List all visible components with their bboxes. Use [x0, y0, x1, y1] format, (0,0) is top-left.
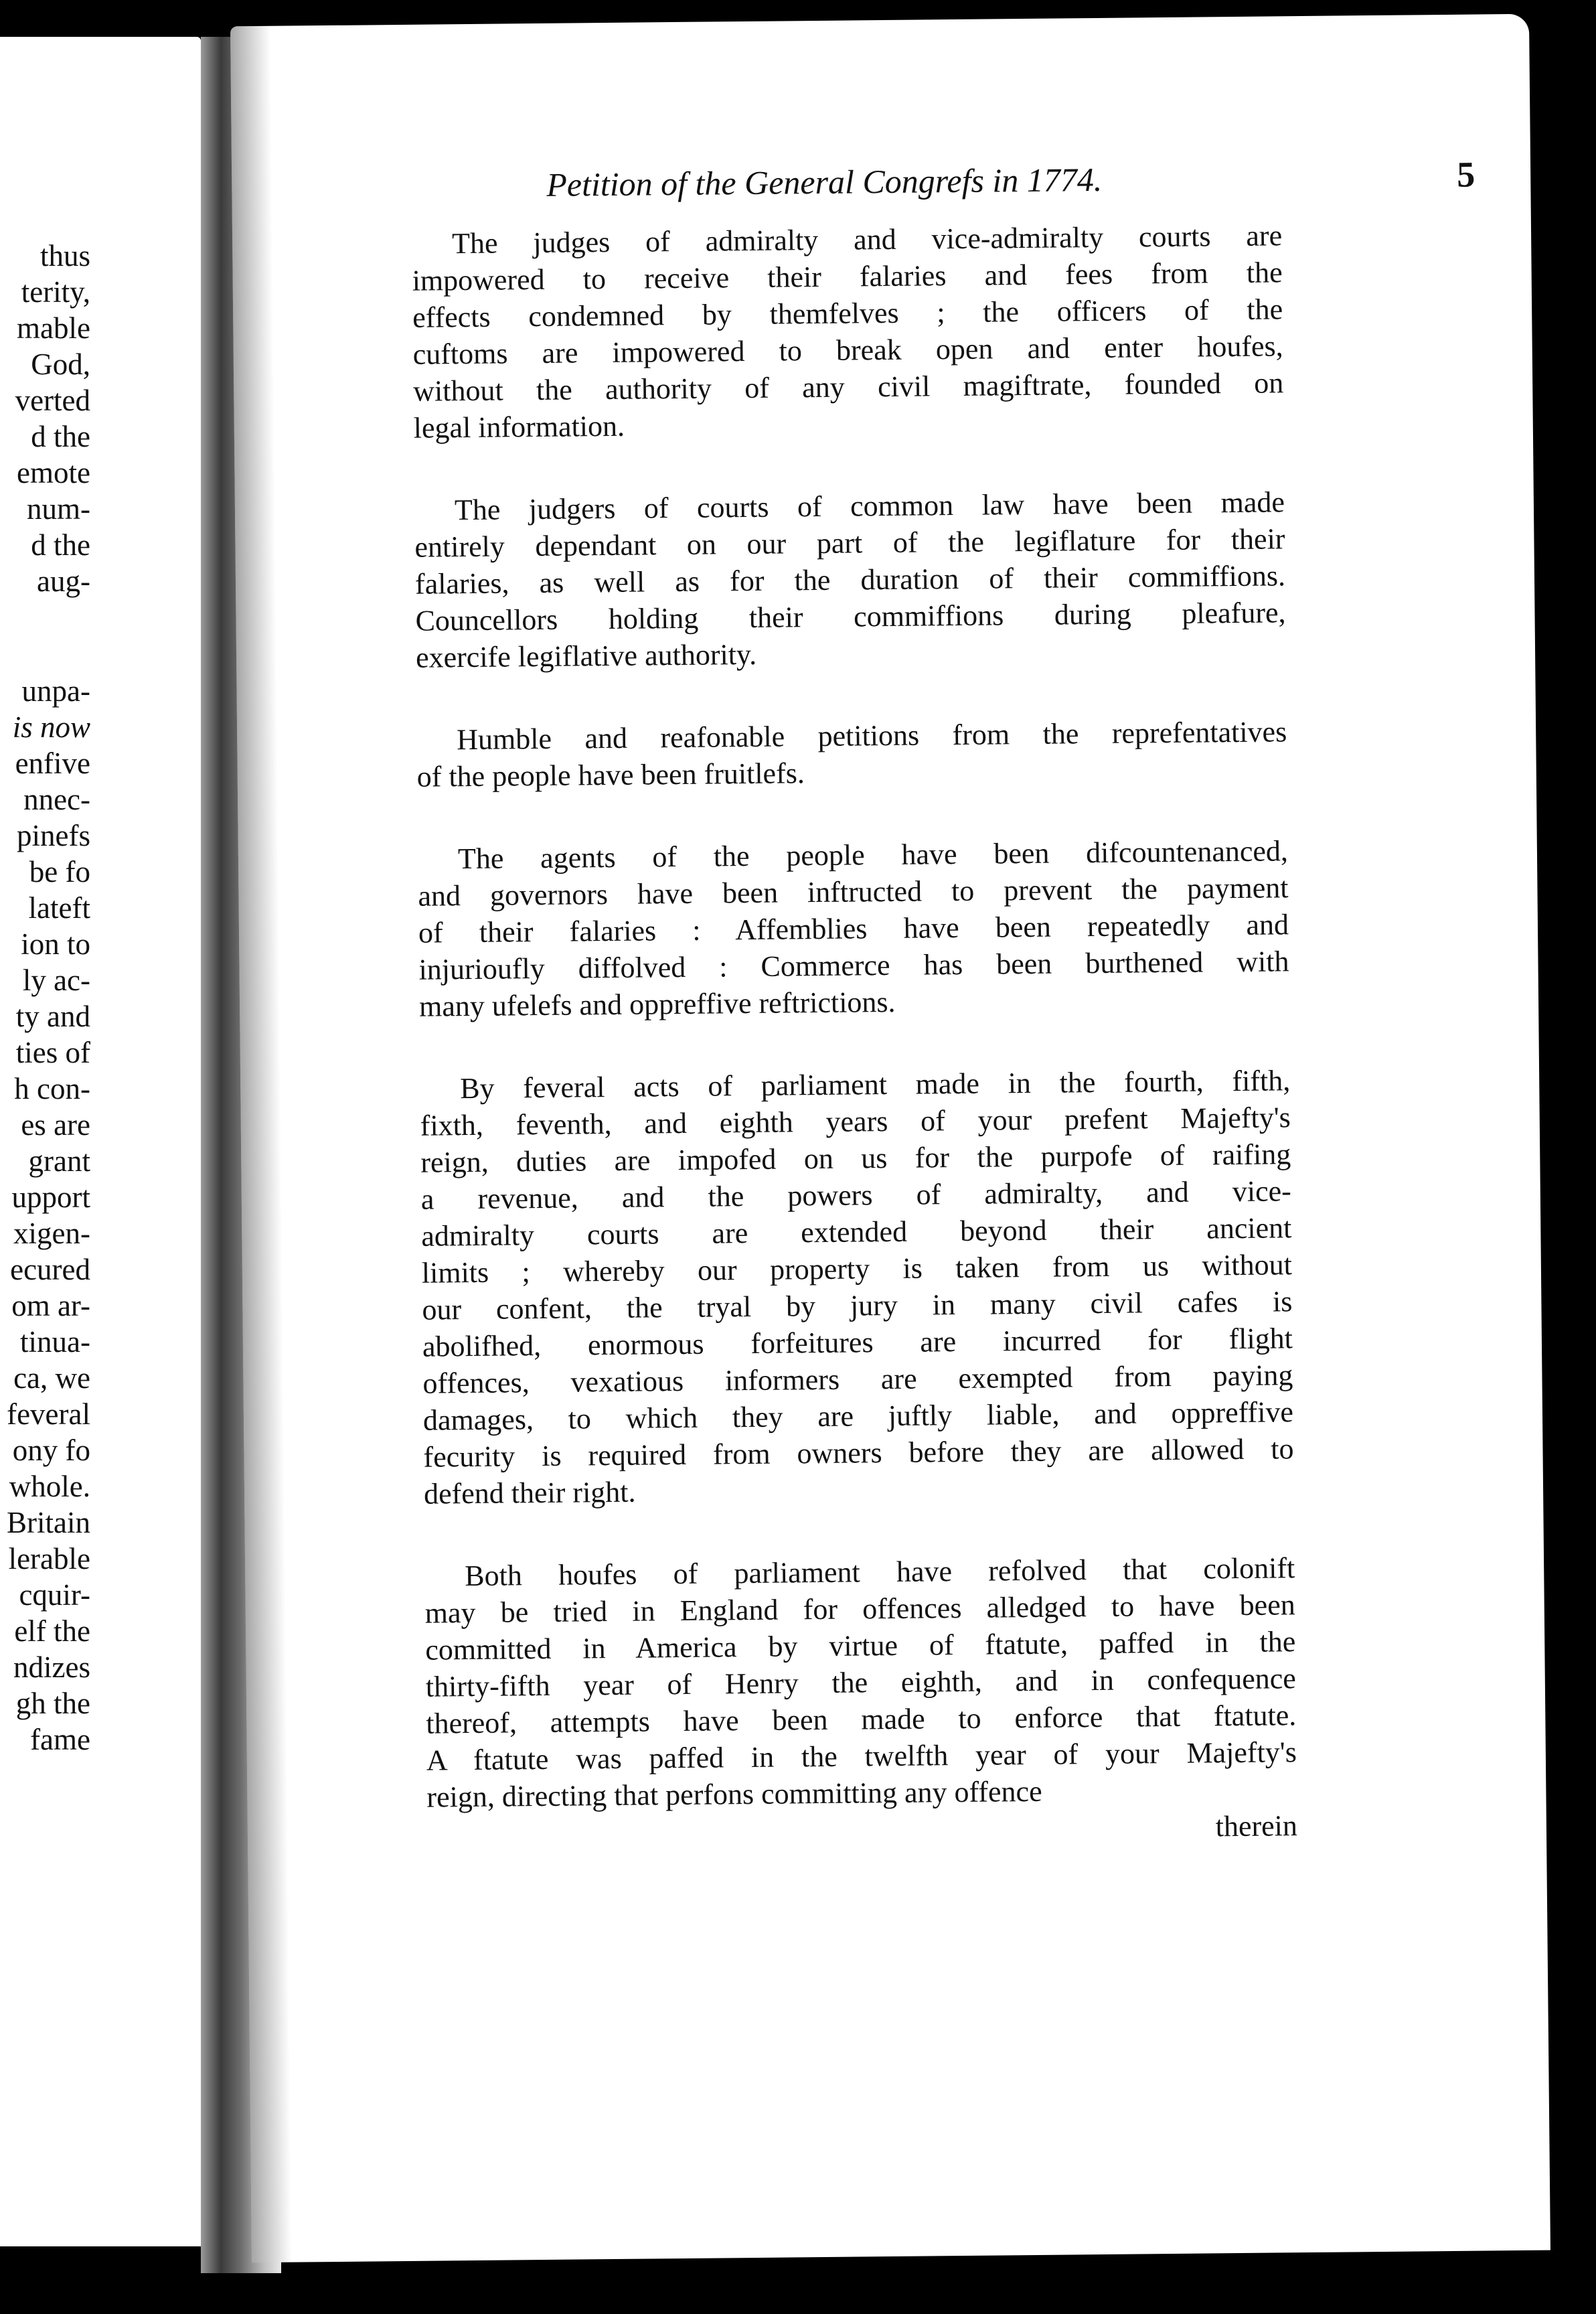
left-page-line: Britain — [7, 1506, 90, 1539]
left-page-line: h con- — [14, 1072, 90, 1105]
paragraph-gap — [416, 668, 1287, 721]
text-line: Councellors holding their commiffions during pleafure, — [415, 596, 1286, 637]
running-head — [546, 156, 1484, 212]
text-line: admiralty courts are extended beyond their ancient — [421, 1211, 1292, 1253]
left-page-line: upport — [11, 1180, 90, 1214]
text-line: of the people have been fruitlefs. — [416, 757, 805, 793]
text-line: The judges of admiralty and vice-admiralty courts are — [451, 219, 1283, 260]
left-page-line: fame — [30, 1723, 90, 1756]
text-line: exercife legiflative authority. — [415, 637, 757, 674]
left-page-line: God, — [31, 348, 90, 381]
paragraph — [414, 483, 1287, 676]
left-page-line: cquir- — [19, 1578, 90, 1612]
left-page-line: ndizes — [13, 1650, 90, 1684]
text-line: fecurity is required from owners before they are allowed to — [423, 1432, 1294, 1474]
text-line: abolifhed, enormous forfeitures are incurred for flight — [422, 1322, 1293, 1363]
text-line: The judgers of courts of common law have been made — [454, 485, 1285, 527]
text-line: without the authority of any civil magiftrate, founded on — [413, 366, 1284, 408]
paragraph-gap — [414, 438, 1285, 491]
body-text — [412, 217, 1297, 1852]
running-head-title: Petition of the General Congrefs in 1774. — [546, 160, 1103, 204]
left-page-line: tinua- — [20, 1325, 90, 1359]
text-line: entirely dependant on our part of the legiflature for their — [414, 522, 1285, 564]
paragraph — [416, 713, 1287, 795]
text-line: our confent, the tryal by jury in many civil cafes is — [422, 1285, 1293, 1326]
catchword: therein — [1215, 1809, 1298, 1843]
text-line: cuftoms are impowered to break open and enter houfes, — [412, 329, 1283, 371]
left-page-line: feveral — [7, 1397, 90, 1431]
paragraph-gap — [417, 787, 1288, 840]
text-line: A ftatute was paffed in the twelfth year of your Majefty's — [426, 1736, 1297, 1777]
text-line: The agents of the people have been difcountenanced, — [457, 834, 1289, 876]
text-line: defend their right. — [423, 1475, 636, 1511]
text-line: limits ; whereby our property is taken from us without — [421, 1248, 1293, 1290]
left-page-line: aug- — [37, 564, 90, 598]
paragraph — [418, 832, 1290, 1024]
paragraph — [424, 1549, 1297, 1815]
left-page-line: lateft — [28, 891, 90, 925]
left-page-line: d the — [31, 528, 90, 562]
text-line: effects condemned by themfelves ; the officers of the — [412, 293, 1283, 334]
left-page-line: xigen- — [13, 1217, 90, 1250]
text-line: Both houfes of parliament have refolved that colonift — [465, 1551, 1295, 1593]
text-line: impowered to receive their falaries and fees from the — [412, 256, 1283, 297]
paragraph-gap — [419, 1016, 1290, 1070]
left-page-line: lerable — [8, 1542, 90, 1575]
text-line: damages, to which they are juftly liable, and oppreffive — [422, 1395, 1294, 1437]
left-page-line: unpa- — [21, 674, 90, 708]
text-line: many ufelefs and oppreffive reftrictions. — [418, 985, 896, 1023]
left-page-line: thus — [39, 239, 90, 273]
left-page-line: ecured — [10, 1253, 90, 1286]
left-page-line: is now — [12, 710, 90, 744]
text-line: offences, vexatious informers are exempted from paying — [422, 1359, 1293, 1400]
text-line: legal information. — [413, 409, 625, 445]
left-page-line: verted — [15, 384, 90, 417]
text-line: a revenue, and the powers of admiralty, and vice- — [420, 1174, 1292, 1216]
text-line: thereof, attempts have been made to enforce that ftatute. — [426, 1699, 1297, 1740]
left-page-line: grant — [28, 1144, 90, 1178]
text-line: reign, duties are impofed on us for the purpofe of raifing — [420, 1138, 1291, 1179]
text-line: falaries, as well as for the duration of their commiffions. — [414, 559, 1286, 601]
text-line: thirty-fifth year of Henry the eighth, and in confequence — [425, 1662, 1297, 1703]
text-line: By feveral acts of parliament made in the fourth, fifth, — [460, 1064, 1291, 1105]
left-page-line: whole. — [9, 1470, 90, 1503]
left-page-line: ly ac- — [22, 963, 90, 997]
text-line: and governors have been inftructed to prevent the payment — [418, 871, 1289, 913]
text-line: reign, directing that perfons committing any offence — [426, 1774, 1042, 1814]
text-line: of their falaries : Affemblies have been repeatedly and — [418, 908, 1289, 949]
text-line: fixth, feventh, and eighth years of your prefent Majefty's — [420, 1101, 1291, 1142]
left-page-line: ca, we — [13, 1361, 90, 1395]
left-page-line: nnec- — [23, 783, 90, 816]
text-line: injurioufly diffolved : Commerce has been burthened with — [418, 945, 1289, 986]
left-page-line: emote — [17, 456, 90, 489]
text-line: committed in America by virtue of ftatute, paffed in the — [425, 1625, 1296, 1667]
text-line: may be tried in England for offences alledged to have been — [424, 1588, 1295, 1630]
left-page-line: ony fo — [12, 1434, 90, 1467]
left-page-line: mable — [17, 311, 90, 345]
left-page-line: ion to — [21, 927, 90, 961]
paragraph-gap — [424, 1504, 1295, 1557]
left-page-line: ty and — [15, 1000, 90, 1033]
left-page-line: terity, — [21, 275, 90, 309]
left-page-line: es are — [21, 1108, 90, 1142]
left-page-line: be fo — [29, 855, 90, 889]
left-page-line: enfive — [15, 747, 90, 780]
left-page-line: gh the — [15, 1687, 90, 1720]
left-page-line: pinefs — [17, 819, 90, 852]
page-number: 5 — [1456, 154, 1475, 195]
left-page-line: elf the — [14, 1614, 90, 1648]
left-facing-page — [0, 37, 201, 2246]
left-page-line: ties of — [15, 1036, 90, 1069]
paragraph — [420, 1062, 1294, 1512]
text-line: Humble and reafonable petitions from the reprefentatives — [457, 715, 1287, 757]
left-page-line: om ar- — [11, 1289, 90, 1322]
left-page-line: num- — [27, 492, 90, 526]
paragraph — [412, 217, 1284, 446]
left-page-line: d the — [31, 420, 90, 453]
right-page — [230, 14, 1550, 2262]
